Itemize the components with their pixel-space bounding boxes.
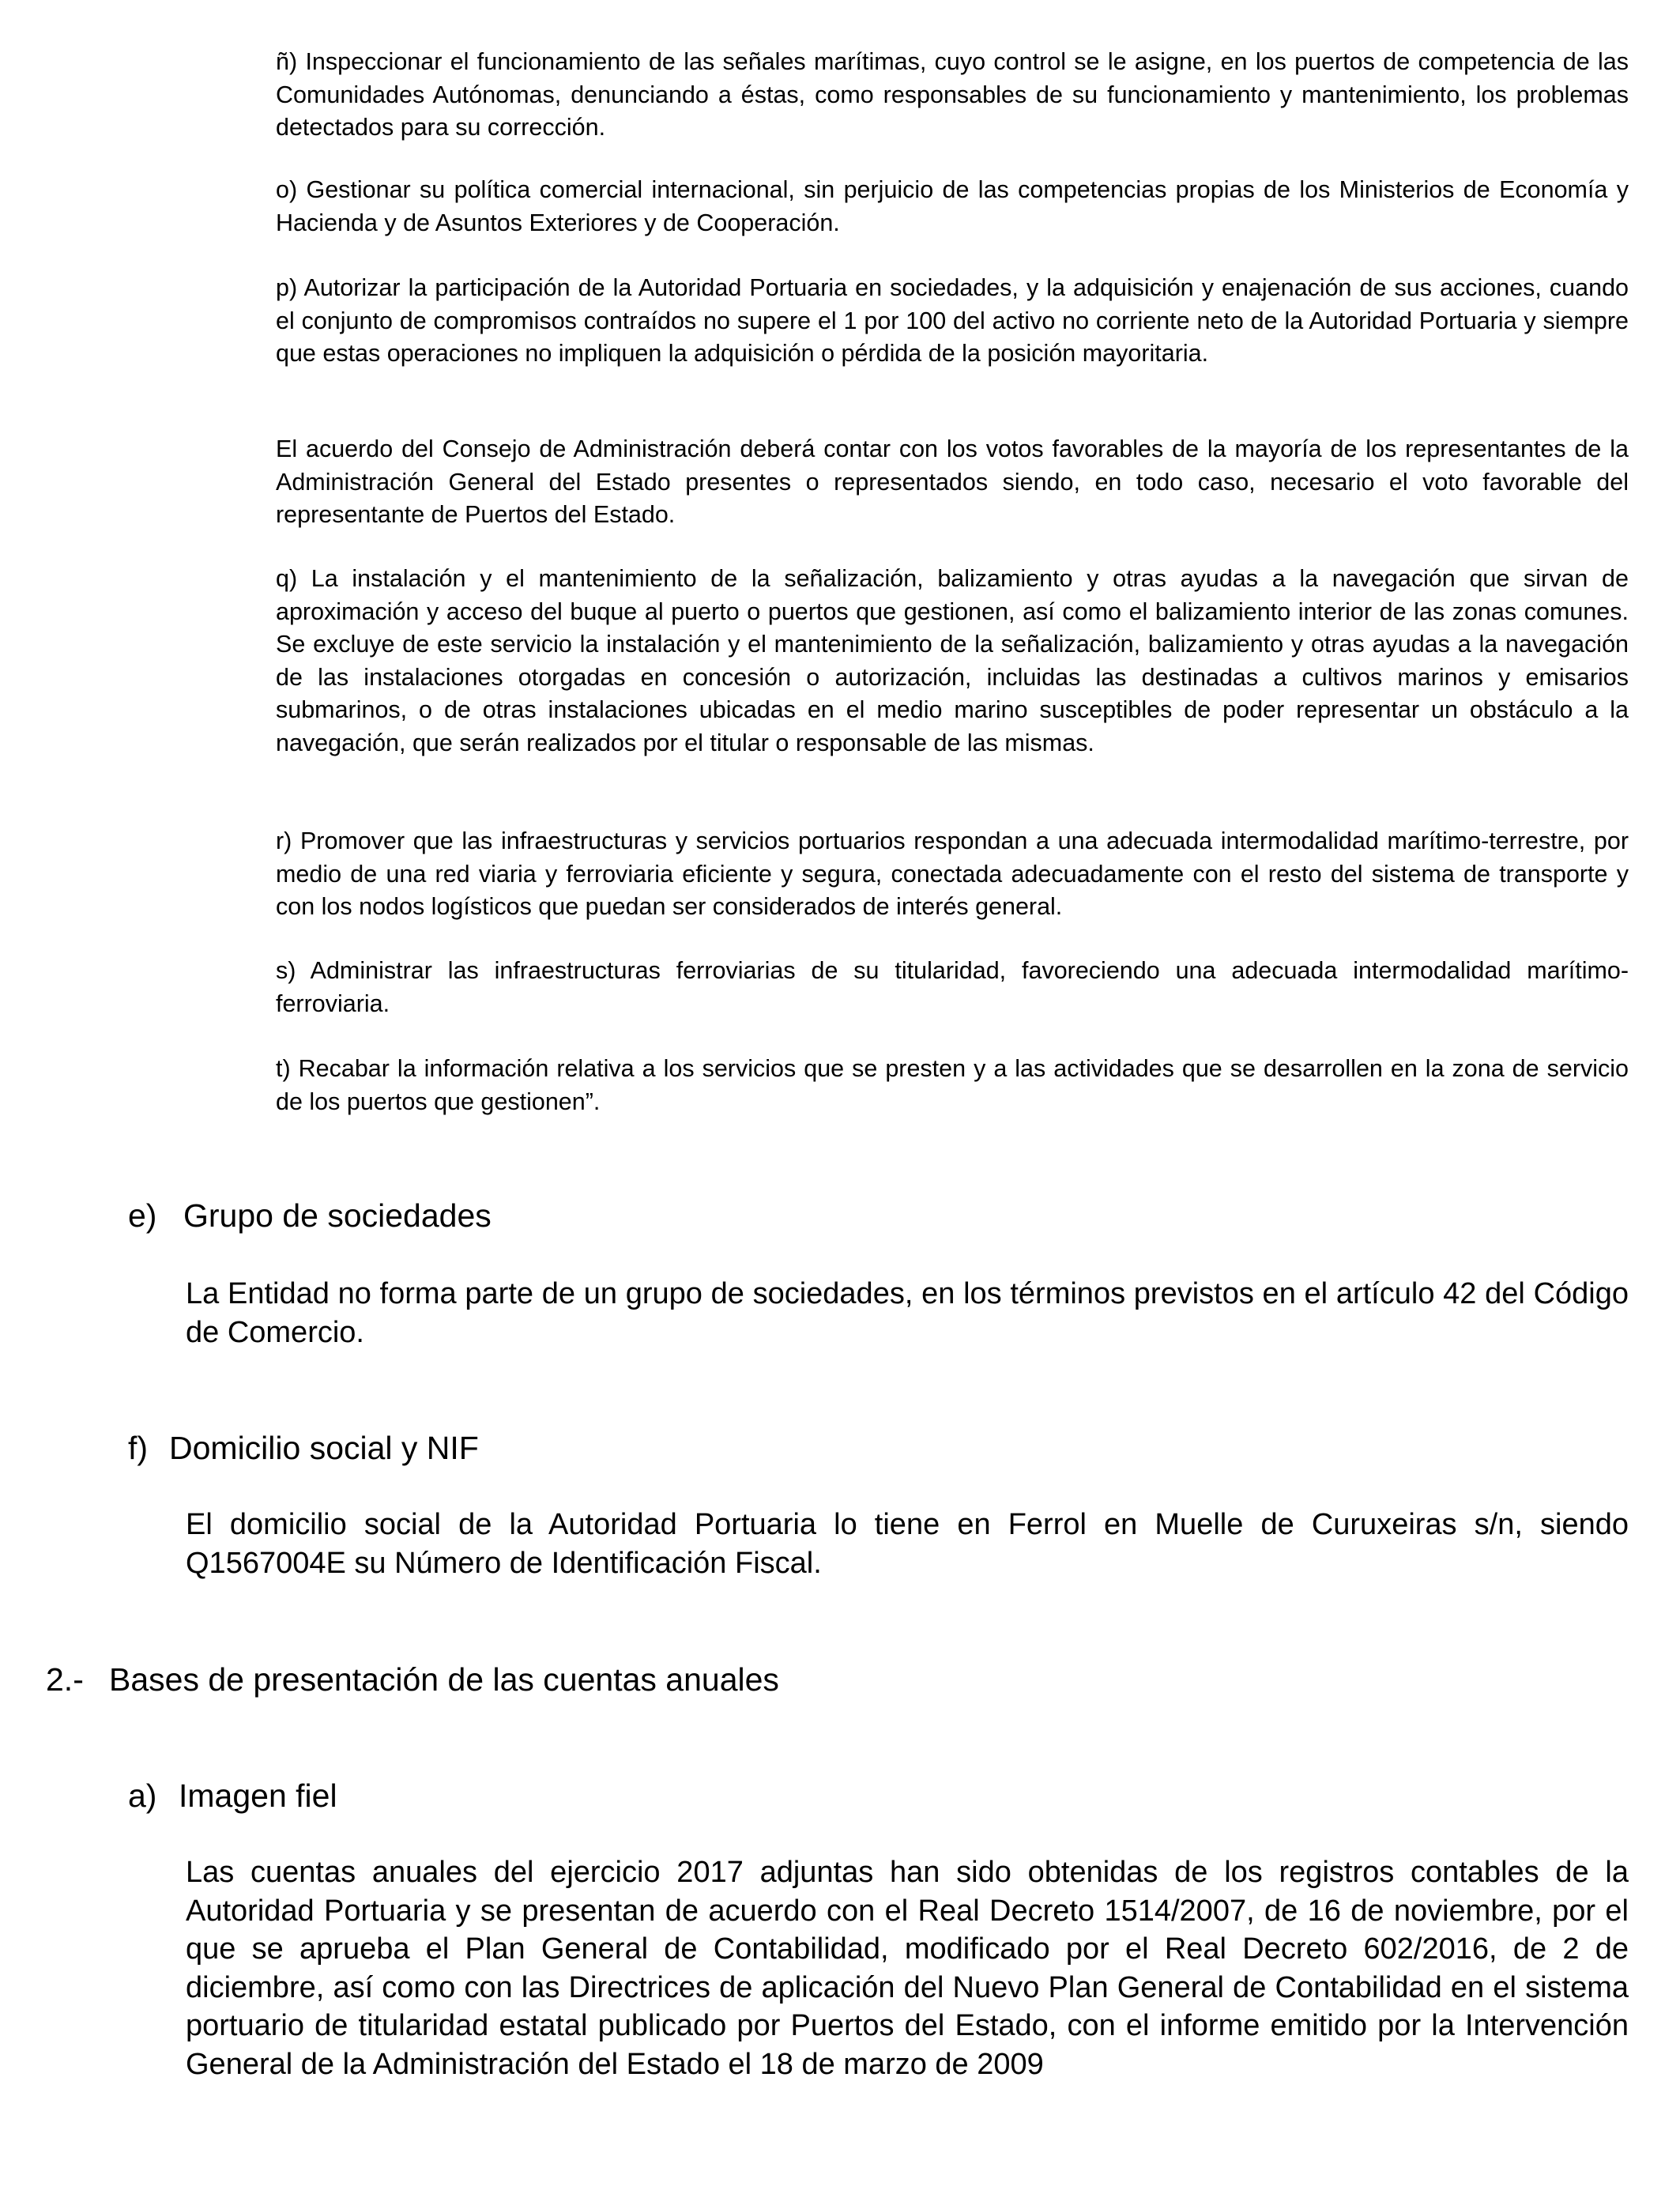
paragraph-item-p: p) Autorizar la participación de la Autoridad Portuaria en sociedades, y la adquisición y enajenación de sus acciones, cuando el conjunto de compromisos contraídos no supere el 1 por 100 del activo no corriente neto de la Autoridad Portuaria y siempre que estas operaciones no impliquen la adquisición o pérdida de la posición mayoritaria.	[276, 274, 1629, 367]
section-a-heading	[128, 1776, 337, 1815]
section-a-body: Las cuentas anuales del ejercicio 2017 adjuntas han sido obtenidas de los registros contables de la Autoridad Portuaria y se presentan de acuerdo con el Real Decreto 1514/2007, de 16 de noviembre, por el que se aprueba el Plan General de Contabilidad, modificado por el Real Decreto 602/2016, de 2 de diciembre, así como con las Directrices de aplicación del Nuevo Plan General de Contabilidad en el sistema portuario de titularidad estatal publicado por Puertos del Estado, con el informe emitido por la Intervención General de la Administración del Estado el 18 de marzo de 2009	[186, 1856, 1629, 2081]
paragraph-item-s: s) Administrar las infraestructuras ferroviarias de su titularidad, favoreciendo una adecuada intermodalidad marítimo-ferroviaria.	[276, 957, 1629, 1017]
section-f-heading	[128, 1428, 479, 1468]
section-a-label: a)	[128, 1777, 157, 1814]
section-a-title: Imagen fiel	[179, 1777, 337, 1814]
section-2-title: Bases de presentación de las cuentas anuales	[109, 1661, 779, 1698]
paragraph-item-t: t) Recabar la información relativa a los servicios que se presten y a las actividades que se desarrollen en la zona de servicio de los puertos que gestionen”.	[276, 1055, 1629, 1115]
section-f-body: El domicilio social de la Autoridad Portuaria lo tiene en Ferrol en Muelle de Curuxeiras s/n, siendo Q1567004E su Número de Identificación Fiscal.	[186, 1508, 1629, 1580]
paragraph-item-n: ñ) Inspeccionar el funcionamiento de las señales marítimas, cuyo control se le asigne, en los puertos de competencia de las Comunidades Autónomas, denunciando a éstas, como responsables de su funcionamiento y mantenimiento, los problemas detectados para su corrección.	[276, 48, 1629, 141]
section-e-heading	[128, 1196, 492, 1235]
paragraph-item-o: o) Gestionar su política comercial internacional, sin perjuicio de las competencias propias de los Ministerios de Economía y Hacienda y de Asuntos Exteriores y de Cooperación.	[276, 176, 1629, 236]
section-2-heading	[46, 1660, 779, 1699]
section-e-label: e)	[128, 1197, 157, 1234]
section-f-title: Domicilio social y NIF	[169, 1430, 479, 1466]
paragraph-item-r: r) Promover que las infraestructuras y servicios portuarios respondan a una adecuada intermodalidad marítimo-terrestre, por medio de una red viaria y ferroviaria eficiente y segura, conectada adecuadamente con el resto del sistema de transporte y con los nodos logísticos que puedan ser considerados de interés general.	[276, 827, 1629, 920]
section-e-body: La Entidad no forma parte de un grupo de sociedades, en los términos previstos en el artículo 42 del Código de Comercio.	[186, 1277, 1629, 1349]
section-e-title: Grupo de sociedades	[183, 1197, 492, 1234]
section-f-label: f)	[128, 1430, 149, 1466]
paragraph-consejo-acuerdo: El acuerdo del Consejo de Administración deberá contar con los votos favorables de la mayoría de los representantes de la Administración General del Estado presentes o representados siendo, en todo caso, necesario el voto favorable del representante de Puertos del Estado.	[276, 435, 1629, 528]
section-2-label: 2.-	[46, 1661, 84, 1698]
paragraph-item-q: q) La instalación y el mantenimiento de la señalización, balizamiento y otras ayudas a la navegación que sirvan de aproximación y acceso del buque al puerto o puertos que gestionen, así como el balizamiento interior de las zonas comunes. Se excluye de este servicio la instalación y el mantenimiento de la señalización, balizamiento y otras ayudas a la navegación de las instalaciones otorgadas en concesión o autorización, incluidas las destinadas a cultivos marinos y emisarios submarinos, o de otras instalaciones ubicadas en el medio marino susceptibles de poder representar un obstáculo a la navegación, que serán realizados por el titular o responsable de las mismas.	[276, 565, 1629, 756]
